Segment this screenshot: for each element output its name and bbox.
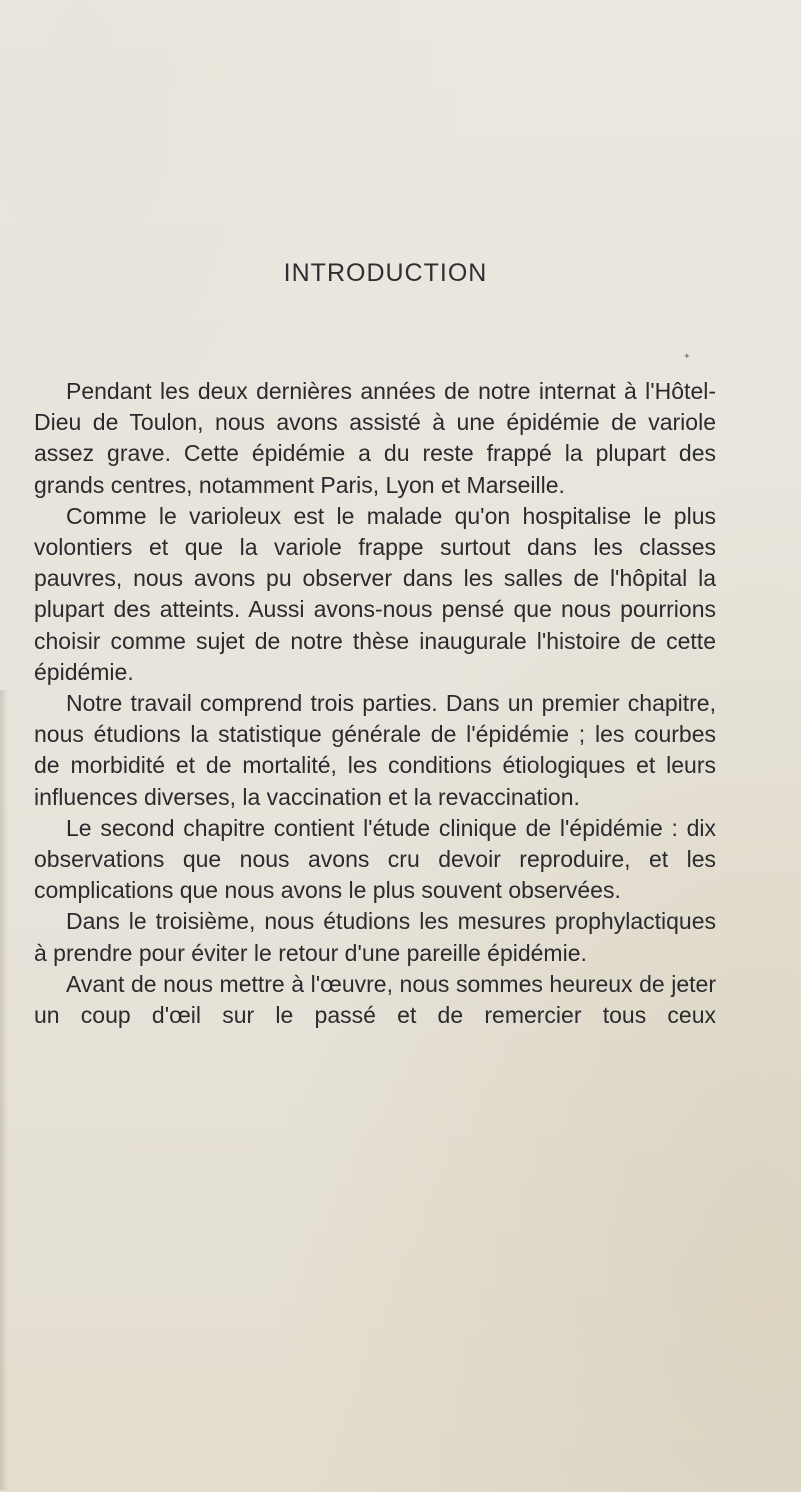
paragraph-4: Le second chapitre contient l'étude clinique de l'épidémie : dix observations que nous avons cru devoir reproduire, et les complications que nous avons le plus souvent observées. bbox=[34, 814, 716, 904]
body-text bbox=[34, 376, 716, 1031]
paragraph-5: Dans le troisième, nous étudions les mesures prophylactiques à prendre pour éviter le retour d'une pareille épidémie. bbox=[34, 908, 716, 966]
paragraph-6: Avant de nous mettre à l'œuvre, nous sommes heureux de jeter un coup d'œil sur le passé et de remercier tous ceux bbox=[34, 970, 716, 1029]
paragraph-2: Comme le varioleux est le malade qu'on hospitalise le plus volontiers et que la variole frappe surtout dans les classes pauvres, nous avons pu observer dans les salles de l'hôpital la plupart des atteints. Aussi avons-nous pensé que nous pourrions choisir comme sujet de notre thèse inaugurale l'histoire de cette épidémie. bbox=[34, 502, 716, 685]
paragraph-3: Notre travail comprend trois parties. Dans un premier chapitre, nous étudions la statistique générale de l'épidémie ; les courbes de morbidité et de mortalité, les conditions étiologiques et leurs influences diverses, la vaccination et la revaccination. bbox=[34, 690, 716, 810]
ink-speck: ✦ bbox=[683, 352, 691, 362]
paragraph-1: Pendant les deux dernières années de notre internat à l'Hôtel-Dieu de Toulon, nous avons assisté à une épidémie de variole assez grave. Cette épidémie a du reste frappé la plupart des grands centres, notamment Paris, Lyon et Marseille. bbox=[34, 378, 716, 498]
chapter-title: INTRODUCTION bbox=[283, 259, 488, 287]
page-edge-shadow bbox=[0, 690, 8, 1490]
